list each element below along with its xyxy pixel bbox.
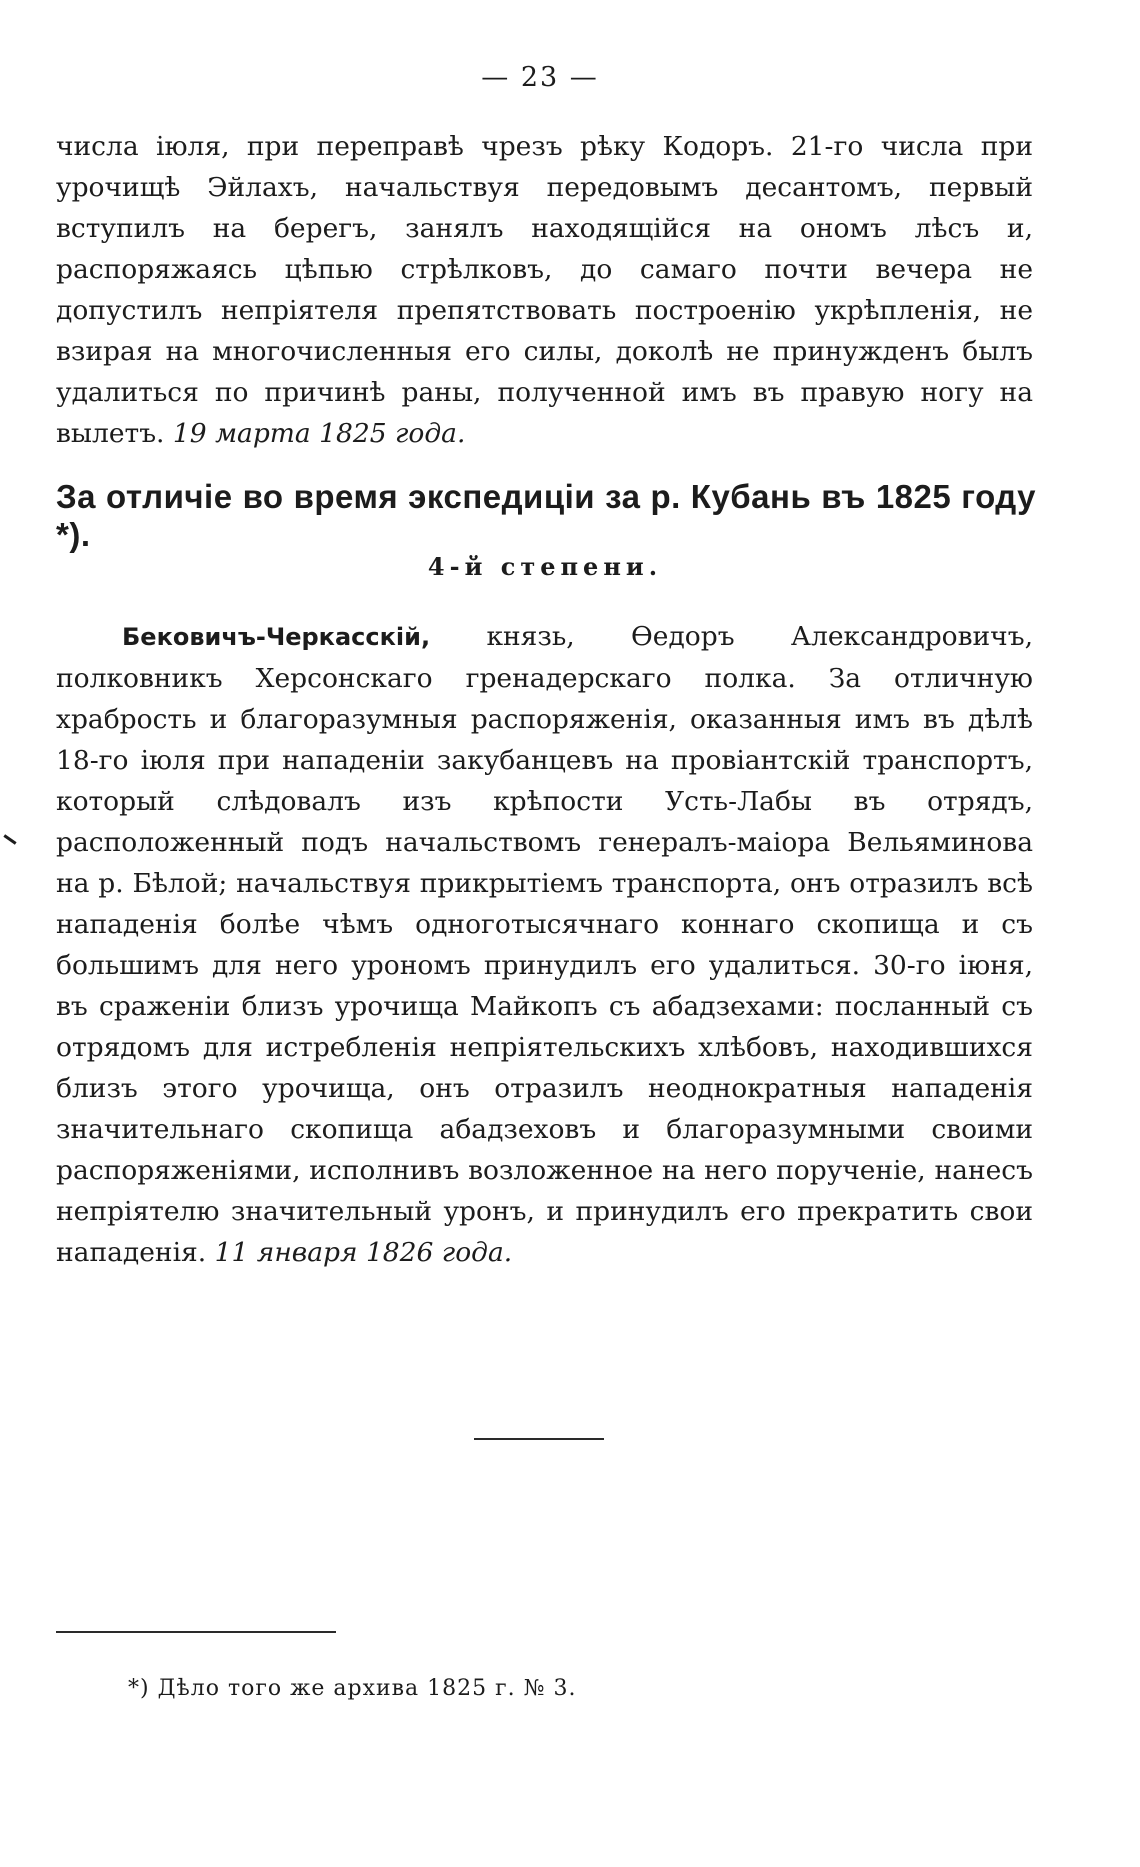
page-number: — 23 — <box>481 62 599 93</box>
second-entry-date: 11 января 1826 года. <box>214 1237 513 1268</box>
awardee-name: Бековичъ-Черкасскій, <box>122 623 431 651</box>
second-entry-paragraph <box>56 616 1033 1273</box>
section-end-rule <box>474 1438 604 1440</box>
first-entry-text: числа іюля, при переправѣ чрезъ рѣку Кодоръ. 21-го числа при урочищѣ Эйлахъ, начальствуя передовымъ десантомъ, первый вступилъ на берегъ, занялъ находящійся на ономъ лѣсъ и, распоряжаясь цѣпью стрѣлковъ, до самаго почти вечера не допустилъ непріятеля препятствовать построенію укрѣпленія, не взирая на многочисленныя его силы, доколѣ не принужденъ былъ удалиться по причинѣ раны, полученной имъ въ правую ногу на вылетъ. <box>56 131 1033 449</box>
margin-mark <box>3 834 16 844</box>
footnote-rule <box>56 1631 336 1633</box>
first-entry-paragraph <box>56 126 1033 454</box>
section-heading: За отличіе во время экспедиціи за р. Кубань въ 1825 году *). <box>56 478 1036 553</box>
footnote: *) Дѣло того же архива 1825 г. № 3. <box>128 1676 577 1701</box>
second-entry-text: князь, Ѳедоръ Александровичъ, полковникъ Херсонскаго гренадерскаго полка. За отличную храбрость и благоразумныя распоряженія, оказанныя имъ въ дѣлѣ 18-го іюля при нападеніи закубанцевъ на провіантскій транспортъ, который слѣдовалъ изъ крѣпости Усть-Лабы въ отрядъ, расположенный подъ начальствомъ генералъ-маіора Вельяминова на р. Бѣлой; начальствуя прикрытіемъ транспорта, онъ отразилъ всѣ нападенія болѣе чѣмъ одноготысячнаго коннаго скопища и съ большимъ для него урономъ принудилъ его удалиться. 30-го іюня, въ сраженіи близъ урочища Майкопъ съ абадзехами: посланный съ отрядомъ для истребленія непріятельскихъ хлѣбовъ, находившихся близъ этого урочища, онъ отразилъ неоднократныя нападенія значительнаго скопища абадзеховъ и благоразумными своими распоряженіями, исполнивъ возложенное на него порученіе, нанесъ непріятелю значительный уронъ, и принудилъ его прекратить свои нападенія. <box>56 621 1033 1268</box>
first-entry-date: 19 марта 1825 года. <box>172 418 466 449</box>
degree-heading: 4-й степени. <box>427 552 663 581</box>
